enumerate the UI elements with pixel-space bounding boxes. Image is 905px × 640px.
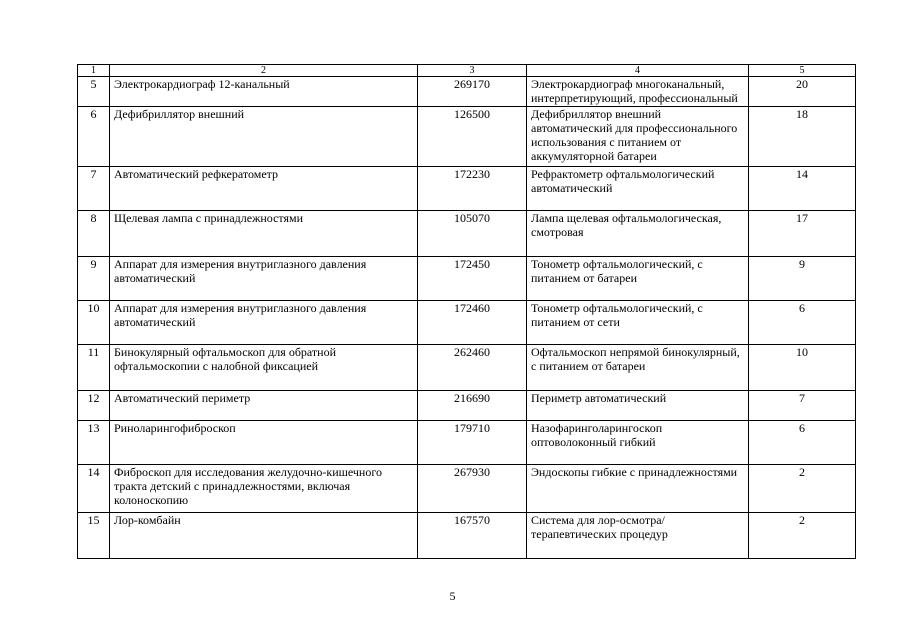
table-row: [78, 257, 856, 301]
quantity: 20: [749, 77, 856, 107]
nkmi-code: 267930: [418, 465, 527, 513]
table-row: [78, 513, 856, 559]
nkmi-code: 105070: [418, 211, 527, 257]
equipment-name: Фиброскоп для исследования желудочно-кишечного тракта детский с принадлежностями, включая колоноскопию: [110, 465, 418, 513]
row-number: 10: [78, 301, 110, 345]
nkmi-name: Электрокардиограф многоканальный, интерпретирующий, профессиональный: [527, 77, 749, 107]
nkmi-name: Система для лор-осмотра/терапевтических процедур: [527, 513, 749, 559]
equipment-table: [77, 64, 856, 559]
equipment-name: Бинокулярный офтальмоскоп для обратной офтальмоскопии с налобной фиксацией: [110, 345, 418, 391]
column-number-row: [78, 65, 856, 77]
page-number: 5: [449, 589, 456, 603]
table-row: [78, 345, 856, 391]
equipment-name: Электрокардиограф 12-канальный: [110, 77, 418, 107]
quantity: 2: [749, 513, 856, 559]
row-number: 7: [78, 167, 110, 211]
row-number: 15: [78, 513, 110, 559]
row-number: 8: [78, 211, 110, 257]
nkmi-name: Тонометр офтальмологический, с питанием от батареи: [527, 257, 749, 301]
nkmi-name: Дефибриллятор внешний автоматический для профессионального использования с питанием от аккумуляторной батареи: [527, 107, 749, 167]
row-number: 5: [78, 77, 110, 107]
nkmi-code: 126500: [418, 107, 527, 167]
equipment-name: Аппарат для измерения внутриглазного давления автоматический: [110, 257, 418, 301]
table-row: [78, 77, 856, 107]
column-number-2: 2: [110, 65, 418, 77]
row-number: 11: [78, 345, 110, 391]
table-row: [78, 211, 856, 257]
equipment-name: Аппарат для измерения внутриглазного давления автоматический: [110, 301, 418, 345]
nkmi-code: 172460: [418, 301, 527, 345]
equipment-name: Лор-комбайн: [110, 513, 418, 559]
quantity: 6: [749, 421, 856, 465]
row-number: 13: [78, 421, 110, 465]
column-number-4: 4: [527, 65, 749, 77]
equipment-name: Автоматический рефкератометр: [110, 167, 418, 211]
nkmi-code: 262460: [418, 345, 527, 391]
row-number: 12: [78, 391, 110, 421]
table-row: [78, 107, 856, 167]
quantity: 2: [749, 465, 856, 513]
nkmi-name: Офтальмоскоп непрямой бинокулярный, с питанием от батареи: [527, 345, 749, 391]
nkmi-name: Тонометр офтальмологический, с питанием от сети: [527, 301, 749, 345]
table-row: [78, 391, 856, 421]
table-row: [78, 465, 856, 513]
row-number: 6: [78, 107, 110, 167]
nkmi-name: Назофаринголарингоскоп оптоволоконный гибкий: [527, 421, 749, 465]
nkmi-code: 216690: [418, 391, 527, 421]
nkmi-name: Лампа щелевая офтальмологическая, смотровая: [527, 211, 749, 257]
equipment-name: Риноларингофиброскоп: [110, 421, 418, 465]
row-number: 14: [78, 465, 110, 513]
column-number-3: 3: [418, 65, 527, 77]
nkmi-name: Периметр автоматический: [527, 391, 749, 421]
equipment-name: Щелевая лампа с принадлежностями: [110, 211, 418, 257]
table-row: [78, 421, 856, 465]
quantity: 7: [749, 391, 856, 421]
row-number: 9: [78, 257, 110, 301]
equipment-name: Дефибриллятор внешний: [110, 107, 418, 167]
quantity: 14: [749, 167, 856, 211]
nkmi-code: 269170: [418, 77, 527, 107]
quantity: 10: [749, 345, 856, 391]
column-number-5: 5: [749, 65, 856, 77]
quantity: 9: [749, 257, 856, 301]
column-number-1: 1: [78, 65, 110, 77]
quantity: 18: [749, 107, 856, 167]
nkmi-code: 172450: [418, 257, 527, 301]
table-row: [78, 167, 856, 211]
quantity: 6: [749, 301, 856, 345]
nkmi-code: 167570: [418, 513, 527, 559]
quantity: 17: [749, 211, 856, 257]
table-row: [78, 301, 856, 345]
equipment-name: Автоматический периметр: [110, 391, 418, 421]
nkmi-name: Рефрактометр офтальмологический автоматический: [527, 167, 749, 211]
nkmi-name: Эндоскопы гибкие с принадлежностями: [527, 465, 749, 513]
nkmi-code: 179710: [418, 421, 527, 465]
nkmi-code: 172230: [418, 167, 527, 211]
